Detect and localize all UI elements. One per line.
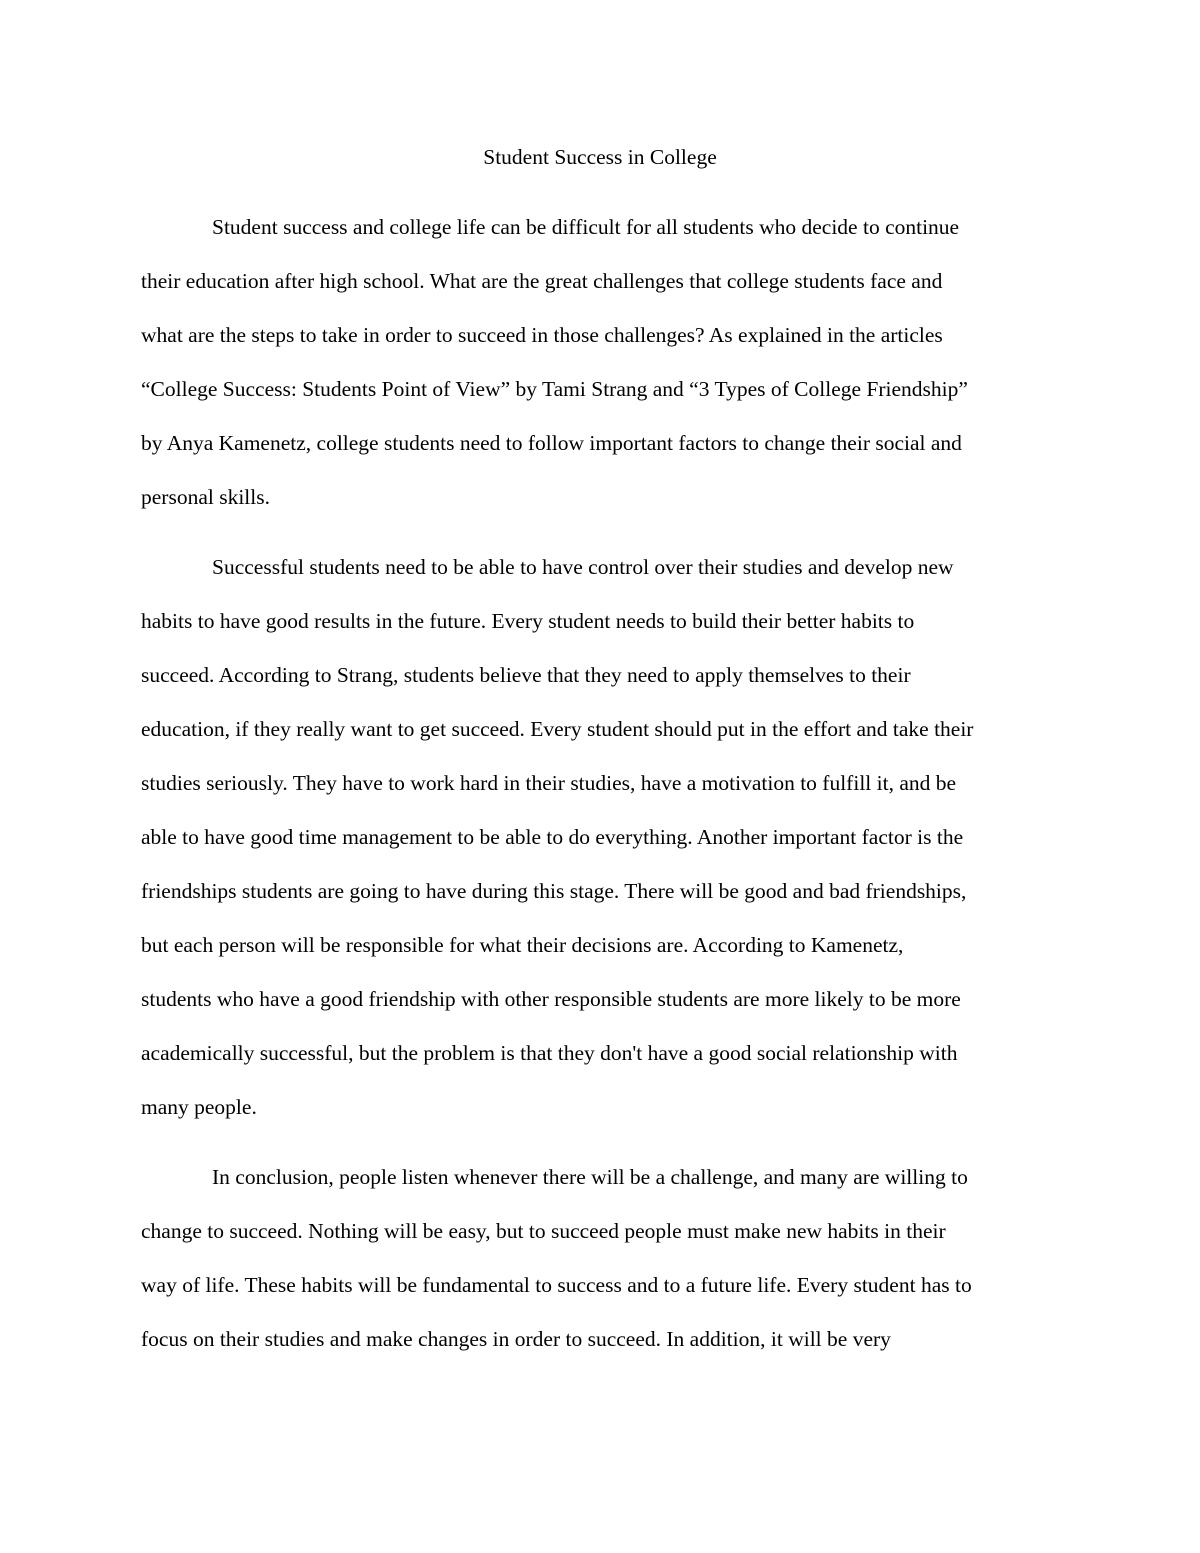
paragraph-2-line-10: academically successful, but the problem is that they don't have a good social relationship with	[141, 1041, 958, 1065]
paragraph-2-line-3: succeed. According to Strang, students believe that they need to apply themselves to their	[141, 663, 911, 687]
paragraph-2-line-1: Successful students need to be able to have control over their studies and develop new	[212, 555, 954, 579]
paragraph-1-line-5: by Anya Kamenetz, college students need to follow important factors to change their social and	[141, 431, 962, 455]
document-title: Student Success in College	[483, 145, 717, 169]
paragraph-3-line-3: way of life. These habits will be fundamental to success and to a future life. Every student has to	[141, 1273, 972, 1297]
paragraph-1-line-4: “College Success: Students Point of View” by Tami Strang and “3 Types of College Friendship”	[141, 377, 968, 401]
paragraph-1-line-2: their education after high school. What are the great challenges that college students face and	[141, 269, 943, 293]
paragraph-2-line-4: education, if they really want to get succeed. Every student should put in the effort and take their	[141, 717, 974, 741]
paragraph-2-line-7: friendships students are going to have during this stage. There will be good and bad friendships,	[141, 879, 967, 903]
paragraph-2-line-2: habits to have good results in the future. Every student needs to build their better habits to	[141, 609, 915, 633]
paragraph-3-line-2: change to succeed. Nothing will be easy, but to succeed people must make new habits in their	[141, 1219, 946, 1243]
paragraph-2-line-5: studies seriously. They have to work hard in their studies, have a motivation to fulfill it, and be	[141, 771, 957, 795]
paragraph-2-line-8: but each person will be responsible for what their decisions are. According to Kamenetz,	[141, 933, 904, 957]
paragraph-1-line-6: personal skills.	[141, 485, 270, 509]
paragraph-2-line-11: many people.	[141, 1095, 257, 1119]
paragraph-3-line-1: In conclusion, people listen whenever there will be a challenge, and many are willing to	[212, 1165, 968, 1189]
paragraph-1-line-1: Student success and college life can be difficult for all students who decide to continue	[212, 215, 960, 239]
paragraph-3-line-4: focus on their studies and make changes in order to succeed. In addition, it will be very	[141, 1327, 891, 1351]
paragraph-2-line-9: students who have a good friendship with other responsible students are more likely to be more	[141, 987, 961, 1011]
paragraph-2-line-6: able to have good time management to be able to do everything. Another important factor is the	[141, 825, 964, 849]
paragraph-1-line-3: what are the steps to take in order to succeed in those challenges? As explained in the articles	[141, 323, 943, 347]
